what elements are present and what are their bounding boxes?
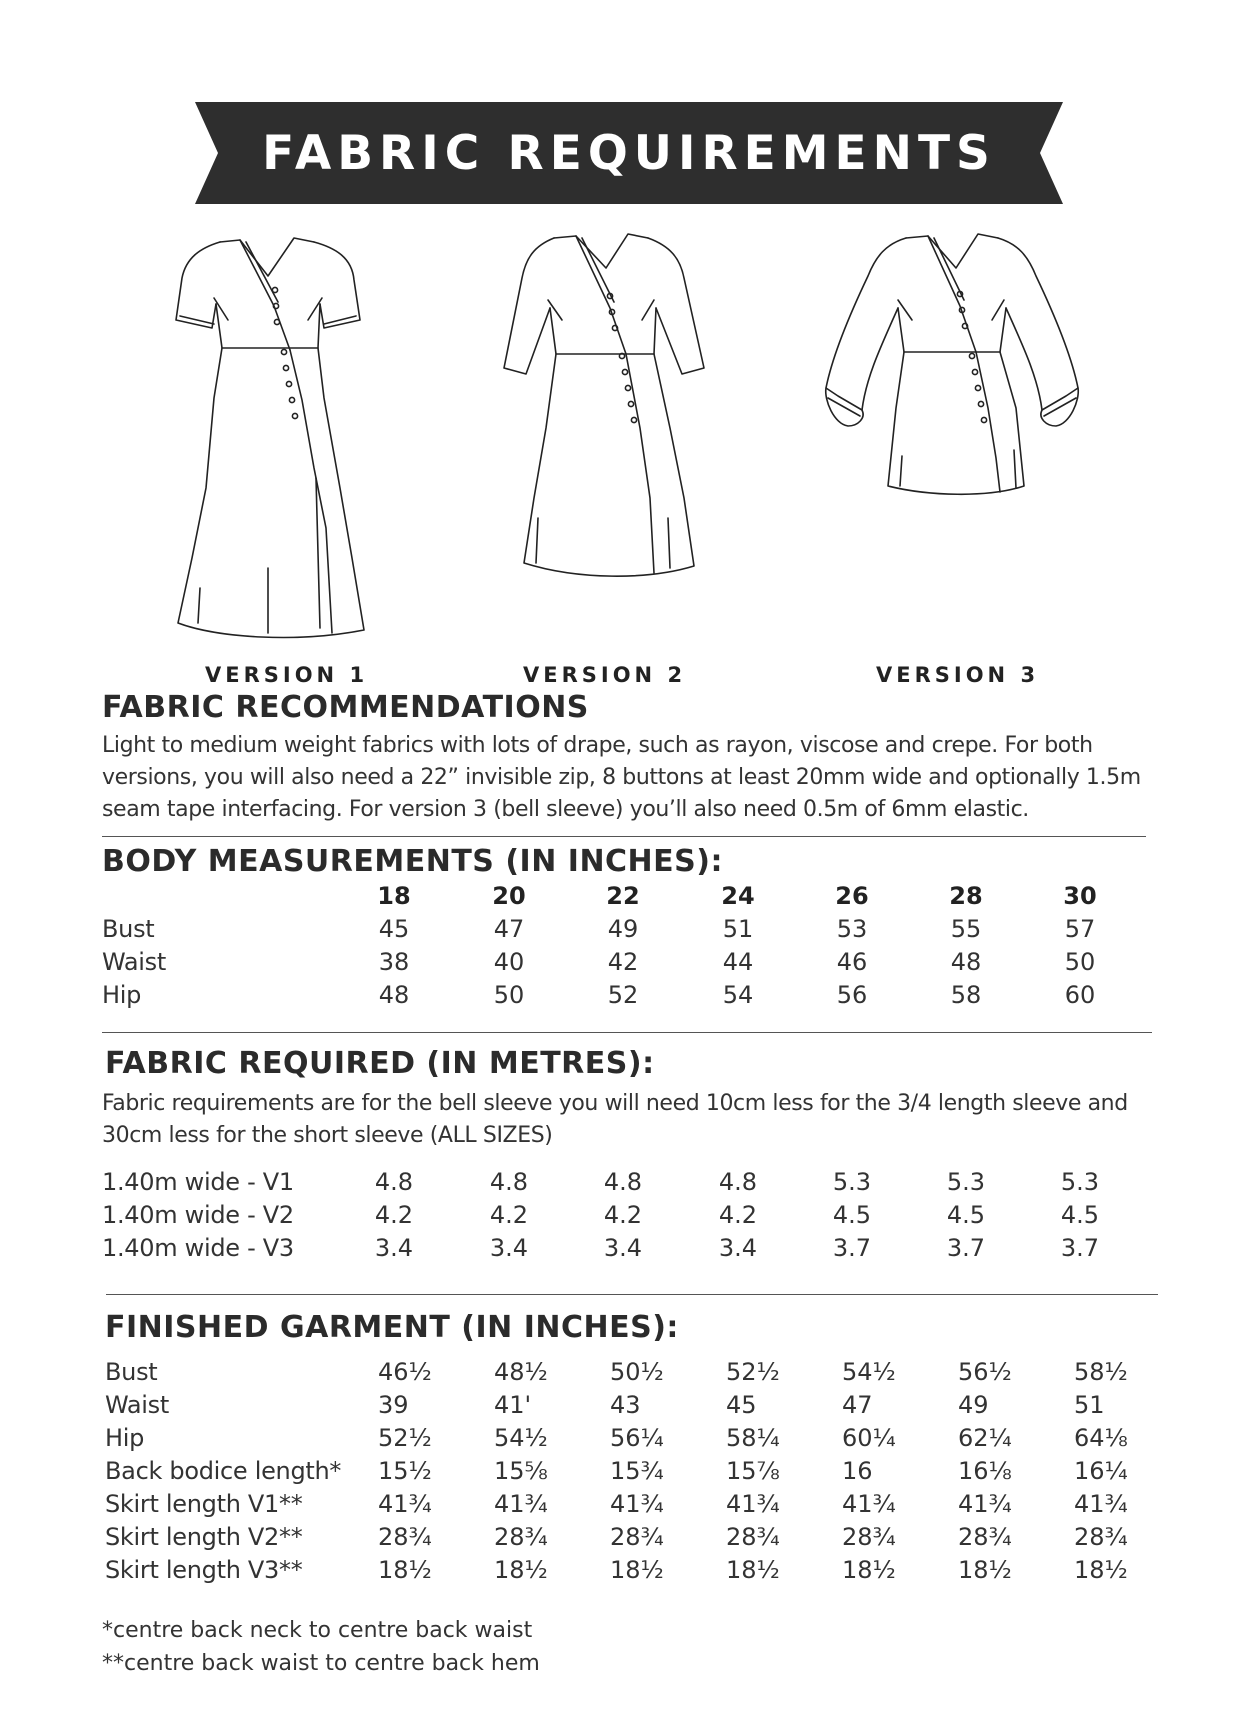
size-header-row [0,882,1252,914]
table-cell: 39 [378,1391,409,1419]
body-measurements-heading: BODY MEASUREMENTS (IN INCHES): [102,844,723,879]
table-cell: 41¾ [494,1490,548,1518]
table-cell: 18½ [958,1556,1012,1584]
page-title: FABRIC REQUIREMENTS [262,125,996,181]
table-cell: 41¾ [610,1490,664,1518]
table-cell: 42 [607,948,639,976]
row-label: Bust [105,1358,158,1386]
table-cell: 46 [836,948,868,976]
fabric-recommendations-text: Light to medium weight fabrics with lots of drape, such as rayon, viscose and crepe. For both versions, you will also need a 22” invisible zip, 8 buttons at least 20mm wide and optionally 1.5m seam tape interfacing. For version 3 (bell sleeve) you’ll also need 0.5m of 6mm elastic. [102,733,1141,822]
row-label: Bust [102,915,155,943]
size-header: 20 [492,882,526,910]
version-2-label: VERSION 2 [523,663,687,687]
table-cell: 44 [722,948,754,976]
table-cell: 3.4 [489,1234,529,1262]
table-cell: 56¼ [610,1424,664,1452]
footnote-skirt-length: **centre back waist to centre back hem [102,1651,540,1676]
divider [106,1294,1158,1295]
finished-garment-heading: FINISHED GARMENT (IN INCHES): [105,1310,679,1345]
table-cell: 28¾ [958,1523,1012,1551]
table-cell: 28¾ [610,1523,664,1551]
table-cell: 47 [493,915,525,943]
table-cell: 4.8 [603,1168,643,1196]
table-cell: 64⅛ [1074,1424,1128,1452]
table-row [0,1556,1252,1588]
table-cell: 18½ [842,1556,896,1584]
table-cell: 53 [836,915,868,943]
table-cell: 58½ [1074,1358,1128,1386]
table-cell: 5.3 [832,1168,872,1196]
row-label: 1.40m wide - V3 [102,1234,294,1262]
table-cell: 58¼ [726,1424,780,1452]
version-2-dress-illustration [498,228,716,598]
table-cell: 28¾ [1074,1523,1128,1551]
table-cell: 62¼ [958,1424,1012,1452]
table-cell: 57 [1064,915,1096,943]
size-header: 22 [606,882,640,910]
divider [102,836,1146,837]
table-cell: 50 [493,981,525,1009]
table-cell: 51 [1074,1391,1105,1419]
table-cell: 54½ [494,1424,548,1452]
table-cell: 18½ [494,1556,548,1584]
table-cell: 41' [494,1391,532,1419]
table-cell: 60¼ [842,1424,896,1452]
table-cell: 28¾ [378,1523,432,1551]
table-cell: 54½ [842,1358,896,1386]
table-cell: 41¾ [726,1490,780,1518]
table-cell: 56 [836,981,868,1009]
table-cell: 3.7 [832,1234,872,1262]
table-cell: 28¾ [842,1523,896,1551]
row-label: Skirt length V2** [105,1523,303,1551]
table-cell: 46½ [378,1358,432,1386]
table-row [0,1457,1252,1489]
table-cell: 16 [842,1457,873,1485]
table-cell: 49 [607,915,639,943]
table-cell: 54 [722,981,754,1009]
version-3-dress-illustration [818,228,1086,518]
row-label: Back bodice length* [105,1457,342,1485]
table-cell: 15¾ [610,1457,664,1485]
size-header: 26 [835,882,869,910]
table-cell: 4.5 [832,1201,872,1229]
table-row [0,1201,1252,1233]
row-label: Waist [105,1391,169,1419]
table-cell: 18½ [378,1556,432,1584]
table-cell: 3.4 [603,1234,643,1262]
table-cell: 3.7 [1060,1234,1100,1262]
table-cell: 52½ [378,1424,432,1452]
table-cell: 47 [842,1391,873,1419]
row-label: 1.40m wide - V2 [102,1201,294,1229]
table-cell: 15⅝ [494,1457,548,1485]
table-cell: 50 [1064,948,1096,976]
size-header: 28 [949,882,983,910]
table-cell: 52 [607,981,639,1009]
table-row [0,1391,1252,1423]
size-header: 18 [377,882,411,910]
table-cell: 60 [1064,981,1096,1009]
fabric-required-text: Fabric requirements are for the bell sleeve you will need 10cm less for the 3/4 length sleeve and 30cm less for the short sleeve (ALL SIZES) [102,1091,1128,1148]
table-cell: 41¾ [1074,1490,1128,1518]
table-row [0,1424,1252,1456]
fabric-recommendations-heading: FABRIC RECOMMENDATIONS [102,690,589,725]
table-cell: 4.8 [489,1168,529,1196]
fabric-required-heading: FABRIC REQUIRED (IN METRES): [105,1046,655,1081]
version-1-dress-illustration [168,228,378,658]
table-cell: 56½ [958,1358,1012,1386]
table-cell: 18½ [610,1556,664,1584]
row-label: Skirt length V1** [105,1490,303,1518]
table-row [0,981,1252,1013]
table-row [0,915,1252,947]
table-cell: 40 [493,948,525,976]
table-cell: 41¾ [378,1490,432,1518]
table-cell: 45 [378,915,410,943]
table-cell: 58 [950,981,982,1009]
table-cell: 4.2 [489,1201,529,1229]
table-cell: 3.7 [946,1234,986,1262]
row-label: Waist [102,948,166,976]
table-row [0,1358,1252,1390]
table-cell: 3.4 [374,1234,414,1262]
table-cell: 41¾ [842,1490,896,1518]
table-cell: 16¼ [1074,1457,1128,1485]
table-cell: 49 [958,1391,989,1419]
divider [102,1032,1152,1033]
row-label: Hip [105,1424,145,1452]
table-row [0,1168,1252,1200]
table-cell: 4.2 [718,1201,758,1229]
table-cell: 45 [726,1391,757,1419]
table-cell: 48 [950,948,982,976]
size-header: 30 [1063,882,1097,910]
table-cell: 41¾ [958,1490,1012,1518]
table-cell: 4.5 [946,1201,986,1229]
table-cell: 50½ [610,1358,664,1386]
table-row [0,1490,1252,1522]
row-label: Hip [102,981,142,1009]
table-cell: 4.8 [374,1168,414,1196]
row-label: Skirt length V3** [105,1556,303,1584]
table-cell: 4.8 [718,1168,758,1196]
table-row [0,1234,1252,1266]
table-cell: 5.3 [946,1168,986,1196]
table-cell: 4.2 [374,1201,414,1229]
table-cell: 38 [378,948,410,976]
row-label: 1.40m wide - V1 [102,1168,294,1196]
table-row [0,1523,1252,1555]
table-cell: 48½ [494,1358,548,1386]
footnote-back-bodice: *centre back neck to centre back waist [102,1618,533,1643]
table-cell: 48 [378,981,410,1009]
table-cell: 55 [950,915,982,943]
table-cell: 28¾ [726,1523,780,1551]
table-cell: 18½ [726,1556,780,1584]
table-cell: 15⅞ [726,1457,780,1485]
table-cell: 3.4 [718,1234,758,1262]
version-3-label: VERSION 3 [876,663,1040,687]
table-cell: 5.3 [1060,1168,1100,1196]
table-cell: 28¾ [494,1523,548,1551]
version-1-label: VERSION 1 [205,663,369,687]
table-cell: 51 [722,915,754,943]
table-cell: 4.2 [603,1201,643,1229]
table-cell: 18½ [1074,1556,1128,1584]
table-row [0,948,1252,980]
table-cell: 52½ [726,1358,780,1386]
table-cell: 4.5 [1060,1201,1100,1229]
size-header: 24 [721,882,755,910]
table-cell: 15½ [378,1457,432,1485]
table-cell: 43 [610,1391,641,1419]
table-cell: 16⅛ [958,1457,1012,1485]
